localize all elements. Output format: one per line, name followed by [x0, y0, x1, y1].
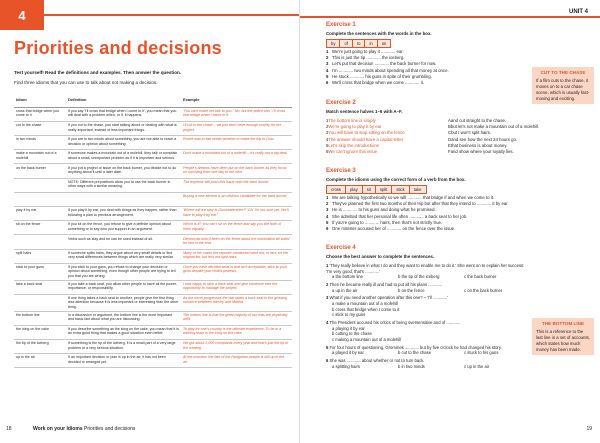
definition-cell: If you sit on the fence, you refuse to give a definite opinion about something or to say who you support in an argument. — [66, 221, 181, 235]
answer-option: a the bottom line — [332, 274, 363, 280]
sentence-text: One minister accused her of ............ on the fence over the issue. — [332, 226, 456, 232]
match-letter: D — [448, 136, 452, 142]
answer-option: a make a mountain out of a molehill — [332, 301, 399, 307]
footer-topic: Priorities and decisions — [83, 426, 136, 432]
answer-options — [326, 326, 526, 343]
sentence-number: 2 — [326, 201, 329, 207]
idiom-cell: make a mountain out of a molehill — [14, 150, 66, 164]
word-box-item: play — [346, 186, 363, 193]
sentence-number: 3 — [326, 207, 329, 213]
exercise-4-questions — [326, 261, 526, 369]
match-text-right: but I won't split hairs. — [451, 130, 492, 136]
match-text-left: We're going to play it by ear — [328, 124, 382, 130]
match-number: 1 — [326, 118, 329, 123]
example-cell: I'll cut to the chase – we just don't have enough money for the project. — [181, 121, 292, 135]
exercise-2-instruction: Match sentence halves 1–6 with A–F. — [326, 109, 403, 114]
idiom-cell: stick to your guns — [14, 263, 66, 280]
idiom-cell — [14, 235, 66, 249]
sentence-text: We're just going to play it ............ ear. — [332, 49, 404, 54]
answer-option: c the back burner — [464, 274, 497, 280]
sentence-text: We'll cross that bridge when we come ............ it. — [332, 80, 424, 86]
sidebox-the-bottom-line — [532, 318, 594, 355]
match-text-left: Let's skip the introductions — [328, 142, 379, 148]
question-number: 5 — [326, 344, 330, 350]
sentence-text: She admitted that her personal life often ............ a back seat to her job. — [332, 213, 468, 219]
sentence-text: Let's put that decision ............ the back burner for now. — [332, 61, 437, 67]
question-text: The President accused his critics of being oversensitive and of ............ — [329, 320, 461, 326]
word-box-item: split — [376, 186, 392, 193]
question — [326, 263, 526, 274]
sentence-text: This is just the tip ............ the iceberg. — [332, 55, 405, 61]
match-number: 5 — [326, 142, 329, 148]
table-row — [14, 294, 292, 311]
example-cell: At the moment, the fate of the Hungarian people is still up in the air. — [181, 354, 292, 368]
question-text: 'They really believe in what I do and they want to enable me to do it.' She went on to explain her success: 'I'm very good, that's ............' — [326, 263, 525, 274]
match-number: 4 — [326, 136, 329, 142]
sidebox-1-heading: CUT TO THE CHASE — [540, 70, 586, 75]
question-text: For four hours of questioning, Grommek ............ but by five o'clock he had changed his story. — [329, 344, 502, 350]
word-box-item: of — [340, 40, 353, 47]
answer-option: c stuck to his guns — [464, 350, 499, 356]
match-letter: A — [448, 118, 451, 123]
match-text-left: The bottom line is simply — [328, 118, 376, 123]
answer-option: b in two minds — [398, 363, 425, 369]
col-header-example: Example — [181, 93, 292, 107]
match-number: 6 — [326, 149, 329, 155]
definition-cell — [66, 192, 181, 206]
table-row — [14, 235, 292, 249]
word-box-item: to — [353, 40, 366, 47]
idiom-cell: take a back seat — [14, 280, 66, 294]
header-rule-right — [300, 16, 600, 18]
answer-option: a played it by ear — [332, 350, 364, 356]
sentence-number: 3 — [326, 61, 329, 67]
exercise-1-word-box — [326, 39, 391, 48]
page-title: Priorities and decisions — [14, 38, 222, 58]
footer-left — [6, 426, 135, 432]
match-letter: F — [448, 149, 451, 155]
word-box-item: by — [327, 40, 340, 47]
definition-cell: If you stick to your guns, you refuse to change your decision or opinion about something, even though other people are trying to tell you that you are wrong. — [66, 263, 181, 280]
example-cell: Buying a new kitchen is an obvious candidate for the back burner. — [181, 192, 292, 206]
match-text-right: and see how the next 24 hours go. — [451, 136, 518, 142]
exercise-3-instruction: Complete the idioms using the correct form of a verb from the box. — [326, 177, 466, 182]
table-row — [14, 280, 292, 294]
exercise-2-heading: Exercise 2 — [326, 100, 356, 106]
definition-cell: In a discussion or argument, the bottom line is the most important and basic fact about what you are discussing. — [66, 311, 181, 325]
exercise-4-heading: Exercise 4 — [326, 245, 356, 251]
word-box-item: on — [378, 40, 391, 47]
sentence-number: 5 — [326, 73, 329, 79]
match-letter: C — [448, 130, 452, 136]
answer-options — [326, 350, 526, 356]
match-number: 3 — [326, 130, 329, 136]
question-text: She was ............ about whether or not to turn back. — [329, 358, 425, 364]
match-text-left: You will have to stop sitting on the fence — [328, 130, 405, 136]
sentence-text: They've planned the first two months of their trip but after that they intend to ............ it by ear. — [332, 201, 509, 207]
answer-options — [326, 288, 526, 294]
exercise-1-sentences — [326, 49, 449, 86]
definition-cell: Verbs such as stay and be can be used instead of sit. — [66, 235, 181, 249]
answer-option: c stick to my guns — [332, 312, 366, 318]
idiom-cell — [14, 178, 66, 192]
right-page — [300, 0, 600, 443]
idiom-cell: in two minds — [14, 136, 66, 150]
question-text: What if you need another operation after this one? – 'I'll ............' — [329, 295, 448, 301]
match-text-right: and show where your loyalty lies. — [450, 149, 514, 155]
match-text-right: that business is about money. — [450, 142, 508, 148]
idiom-cell — [14, 192, 66, 206]
question-number: 3 — [326, 295, 330, 301]
definition-cell: If you are in two minds about something, you are not able to reach a decision or opinion about something. — [66, 136, 181, 150]
answer-option: b the tip of the iceberg — [398, 274, 440, 280]
answer-option: b cross that bridge when I come to it — [332, 306, 400, 312]
header-rule — [44, 14, 300, 16]
match-item-left — [326, 149, 446, 155]
page-number-left: 18 — [6, 426, 12, 432]
match-number: 2 — [326, 124, 329, 130]
definition-cell: If one thing takes a back seat to another, people give the first thing less attention because it is less important or interesting than the other thing. — [66, 294, 181, 311]
answer-option: c up in the air — [464, 363, 490, 369]
sentence-number: 1 — [326, 49, 329, 54]
example-cell: 'You can't make me talk to you.' 'No, but the police can.' I'll cross that bridge when I come to it. — [181, 107, 292, 121]
sidebox-cut-to-the-chase — [532, 67, 594, 104]
idiom-cell — [14, 294, 66, 311]
idiom-cell: cut to the chase — [14, 121, 66, 135]
definition-cell: If you describe something as the icing on the cake, you mean that it is an extra good thing that makes a good situation even better. — [66, 325, 181, 339]
idiom-cell: on the back burner — [14, 164, 66, 178]
example-cell: To play for one's country is the ultimate experience. To be in a winning team is the icing on the cake. — [181, 325, 292, 339]
sentence-line — [326, 226, 596, 232]
sentence-text: We are talking hypothetically so we will ............ that bridge if and when we come to it. — [332, 195, 495, 200]
example-cell: I was happy to take a back seat and give someone else the opportunity to manage the project. — [181, 280, 292, 294]
example-cell: Once you have decided what is and isn't acceptable, stick to your guns despite your child's protests. — [181, 263, 292, 280]
match-letter: B — [448, 124, 451, 130]
table-row — [14, 339, 292, 353]
answer-option: a up in the air — [332, 287, 358, 293]
definition-cell: NOTE: Different prepositions allow you to use the back burner in other ways with a similar meaning. — [66, 178, 181, 192]
sentence-number: 5 — [326, 219, 329, 225]
example-cell: 'Where will we stay in Gloucestershire?' 'Oh, I'm not sure yet. We'll have to play it by ear.' — [181, 207, 292, 221]
sentence-number: 4 — [326, 67, 329, 73]
word-box-item: stick — [392, 186, 409, 193]
page-number-right: 19 — [586, 426, 592, 432]
table-row — [14, 164, 292, 178]
example-cell: The bottom line is that the great majority of our kids are physically unfit. — [181, 311, 292, 325]
example-cell: Many of the cases the reporter mentioned were not, in fact, on the original list, but let's not split hairs. — [181, 249, 292, 263]
question-text: Then he became really ill and had to put all his plans ............ — [329, 282, 443, 288]
match-text-right: but let's not make a mountain out of a molehill. — [450, 124, 540, 130]
match-letter: E — [448, 142, 451, 148]
unit-label: UNIT 4 — [568, 9, 588, 15]
answer-option: c making a mountain out of a molehill — [332, 337, 402, 343]
sentence-number: 6 — [326, 80, 329, 86]
intro-instruction: Test yourself! Read the definitions and examples. Then answer the question. — [14, 70, 182, 75]
table-row — [14, 221, 292, 235]
idiom-cell: the icing on the cake — [14, 325, 66, 339]
question-number: 6 — [326, 358, 330, 364]
example-cell: People's dreams have been put on the back burner as they focus on surviving from one day to the next. — [181, 164, 292, 178]
exercise-2-right-column — [448, 118, 578, 155]
answer-options — [326, 274, 526, 280]
definition-cell: If you play it by ear, you deal with things as they happen, rather than following a plan to previous arrangement. — [66, 207, 181, 221]
table-row — [14, 150, 292, 164]
col-header-idiom: Idiom — [14, 93, 66, 107]
answer-option: b cutting to the chase — [332, 331, 372, 337]
idiom-cell: up in the air — [14, 354, 66, 368]
answer-options — [326, 301, 526, 318]
definition-cell: If something is the tip of the iceberg, it is a small part of a very large problem or a very serious situation. — [66, 339, 181, 353]
question-number: 4 — [326, 320, 330, 326]
definition-cell: If you cut to the chase, you start talking about or dealing with what is really important, instead of less important things. — [66, 121, 181, 135]
sentence-text: He stuck ............ his guns in spite of their grumbling. — [332, 73, 432, 79]
match-text-left: We can't ignore this issue — [328, 149, 378, 155]
table-row — [14, 107, 292, 121]
match-item-right — [448, 149, 578, 155]
example-cell: We got about 2,000 complaints every year and that's just the tip of the iceberg. — [181, 339, 292, 353]
answer-option: a playing it by ear — [332, 325, 365, 331]
footer-book-title: Work on your Idioms — [32, 426, 83, 432]
answer-option: b cut to the chase — [398, 350, 432, 356]
question-number: 1 — [326, 263, 330, 268]
definition-cell: If you take a back seat, you allow other people to have all the power, importance, or responsibility. — [66, 280, 181, 294]
table-row — [14, 121, 292, 135]
word-box-item: cross — [327, 186, 346, 193]
sidebox-2-text: This is a reference to the last line in a set of accounts, which states how much money has been made. — [536, 329, 590, 352]
idiom-cell: the bottom line — [14, 311, 66, 325]
table-row — [14, 192, 292, 206]
table-row — [14, 325, 292, 339]
question-number: 2 — [326, 282, 330, 288]
definition-cell: If an important decision or plan is up in the air, it has not been decided or arranged yet. — [66, 354, 181, 368]
unit-number: 4 — [18, 7, 26, 23]
idiom-cell: play it by ear — [14, 207, 66, 221]
answer-options — [326, 364, 526, 370]
word-box-item: take — [410, 186, 426, 193]
exercise-3-heading: Exercise 3 — [326, 168, 356, 174]
example-cell: Which is it? You can't sit on the fence and say you like both of them equally. — [181, 221, 292, 235]
idioms-table — [14, 93, 292, 368]
table-row — [14, 249, 292, 263]
table-row — [14, 136, 292, 150]
sentence-text: He is ............ to his guns and doing what he promised. — [332, 207, 436, 213]
exercise-3-sentences — [326, 195, 596, 232]
word-box-item: sit — [363, 186, 376, 193]
example-cell: As the novel progresses the war takes a back seat to the growing romance between Harvey and Martha. — [181, 294, 292, 311]
exercise-3-word-box — [326, 185, 427, 194]
exercise-1-instruction: Complete the sentences with the words in the box. — [326, 31, 432, 36]
table-row — [14, 207, 292, 221]
intro-question: Find three idioms that you can use to talk about not making a decision. — [14, 80, 158, 86]
sidebox-2-heading: THE BOTTOM LINE — [541, 321, 585, 326]
example-cell: The expense will push this issue onto the back burner. — [181, 178, 292, 192]
idiom-cell: split hairs — [14, 249, 66, 263]
example-cell: Roche was in two minds whether to make the trip to Oslo. — [181, 136, 292, 150]
sentence-text: I'm ............ two minds about spending all that money at once. — [332, 67, 449, 73]
col-header-definition: Definition — [66, 93, 181, 107]
sidebox-1-text: If a film cuts to the chase, it moves on to a car chase scene, which is usually fast-moving and exciting. — [536, 78, 590, 101]
idiom-cell: the tip of the iceberg — [14, 339, 66, 353]
sentence-number: 2 — [326, 55, 329, 61]
answer-option: a splitting hairs — [332, 363, 360, 369]
word-box-item: in — [365, 40, 377, 47]
intro — [14, 70, 289, 90]
exercise-2-left-column — [326, 118, 446, 155]
exercise-4-instruction: Choose the best answer to complete the sentences. — [326, 254, 435, 259]
definition-cell: If you say 'I'll cross that bridge when I come to it', you mean that you will deal with a problem when, or if, it happens. — [66, 107, 181, 121]
table-row — [14, 311, 292, 325]
match-text-right: and cut straight to the chase. — [450, 118, 507, 123]
table-row — [14, 178, 292, 192]
unit-number-tab — [0, 0, 44, 30]
exercise-2-match — [326, 118, 576, 158]
definition-cell: If someone splits hairs, they argue about very small details or find very small differences between things which are really very similar. — [66, 249, 181, 263]
exercise-1-heading: Exercise 1 — [326, 22, 356, 28]
example-cell: Don't make a mountain out of a molehill – it's really not a big deal. — [181, 150, 292, 164]
sentence-number: 4 — [326, 213, 329, 219]
sentence-text: If you're going to ............ hairs, then that's not strictly true. — [332, 219, 443, 225]
idiom-cell: cross that bridge when you come to it — [14, 107, 66, 121]
answer-option: b on the fence — [398, 287, 425, 293]
definition-cell: If you put a project or issue on the back burner, you decide not to do anything about it until a later date. — [66, 164, 181, 178]
idiom-cell: sit on the fence — [14, 221, 66, 235]
sentence-number: 1 — [326, 195, 329, 200]
table-row — [14, 354, 292, 368]
match-text-left: The answer should have a capital letter — [328, 136, 404, 142]
sentence-line — [326, 80, 449, 86]
example-cell: Democrats who'd been on the fence about the nomination all voted for him in the end. — [181, 235, 292, 249]
table-row — [14, 263, 292, 280]
definition-cell: If someone makes a mountain out of a molehill, they talk or complain about a small, unimportant problem as if it is important and serious. — [66, 150, 181, 164]
answer-option: c on the back burner — [464, 287, 503, 293]
sentence-number: 6 — [326, 226, 329, 232]
